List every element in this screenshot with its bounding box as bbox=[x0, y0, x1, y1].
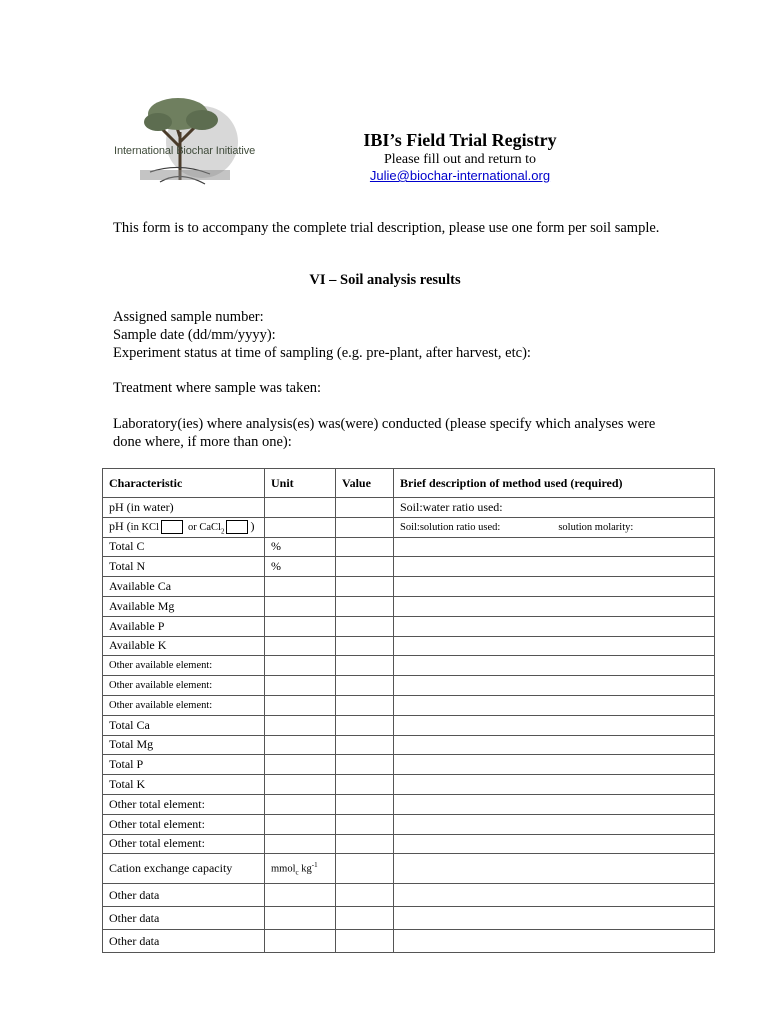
value-cell[interactable] bbox=[336, 517, 394, 537]
field-sample-number: Assigned sample number: bbox=[113, 309, 264, 325]
characteristic-cell: Other available element: bbox=[103, 656, 265, 676]
characteristic-cell: Other total element: bbox=[103, 814, 265, 834]
characteristic-cell: Total N bbox=[103, 557, 265, 577]
characteristic-cell: Total Ca bbox=[103, 715, 265, 735]
characteristic-cell: Total Mg bbox=[103, 735, 265, 755]
unit-cell[interactable] bbox=[265, 656, 336, 676]
table-row bbox=[103, 695, 715, 715]
logo-text: International Biochar Initiative bbox=[114, 145, 256, 157]
ibi-logo bbox=[110, 92, 260, 192]
method-cell[interactable] bbox=[394, 884, 715, 907]
table-row bbox=[103, 596, 715, 616]
unit-cell[interactable]: % bbox=[265, 557, 336, 577]
value-cell[interactable] bbox=[336, 557, 394, 577]
value-cell[interactable] bbox=[336, 577, 394, 597]
method-cell[interactable] bbox=[394, 577, 715, 597]
characteristic-cell: Other data bbox=[103, 884, 265, 907]
unit-cell[interactable] bbox=[265, 498, 336, 518]
method-cell[interactable] bbox=[394, 854, 715, 884]
subtitle: Please fill out and return to bbox=[383, 152, 537, 167]
characteristic-cell: Cation exchange capacity bbox=[103, 854, 265, 884]
email-link[interactable]: Julie@biochar-international.org bbox=[369, 168, 551, 183]
method-cell[interactable] bbox=[394, 755, 715, 775]
value-cell[interactable] bbox=[336, 814, 394, 834]
value-cell[interactable] bbox=[336, 498, 394, 518]
unit-cell[interactable] bbox=[265, 695, 336, 715]
field-experiment-status: Experiment status at time of sampling (e.g. pre-plant, after harvest, etc): bbox=[113, 345, 531, 361]
intro-text: This form is to accompany the complete trial description, please use one form per soil sample. bbox=[113, 220, 660, 236]
kcl-checkbox[interactable] bbox=[161, 520, 183, 534]
header-unit: Unit bbox=[265, 469, 336, 498]
characteristic-cell: pH (in KCl or CaCl$_2$ ) bbox=[103, 517, 265, 537]
unit-cell[interactable] bbox=[265, 907, 336, 930]
characteristic-cell: Other data bbox=[103, 907, 265, 930]
cacl2-checkbox[interactable] bbox=[226, 520, 248, 534]
method-cell[interactable] bbox=[394, 715, 715, 735]
unit-cell[interactable] bbox=[265, 636, 336, 656]
table-row-ph-salt bbox=[103, 517, 715, 537]
soil-analysis-table bbox=[102, 468, 715, 953]
method-cell[interactable] bbox=[394, 775, 715, 795]
value-cell[interactable] bbox=[336, 884, 394, 907]
characteristic-cell: Other total element: bbox=[103, 834, 265, 854]
value-cell[interactable] bbox=[336, 907, 394, 930]
header-method: Brief description of method used (required) bbox=[394, 469, 715, 498]
unit-cell[interactable] bbox=[265, 715, 336, 735]
table-row bbox=[103, 616, 715, 636]
table-row bbox=[103, 557, 715, 577]
table-row bbox=[103, 775, 715, 795]
method-cell[interactable] bbox=[394, 636, 715, 656]
table-row bbox=[103, 715, 715, 735]
unit-cell[interactable]: mmol$_c$ $kg^{-1}$ bbox=[265, 854, 336, 884]
method-cell[interactable]: Soil:water ratio used: bbox=[394, 498, 715, 518]
value-cell[interactable] bbox=[336, 636, 394, 656]
header-value: Value bbox=[336, 469, 394, 498]
unit-cell[interactable] bbox=[265, 596, 336, 616]
value-cell[interactable] bbox=[336, 715, 394, 735]
method-cell[interactable] bbox=[394, 735, 715, 755]
unit-cell[interactable] bbox=[265, 834, 336, 854]
method-cell[interactable] bbox=[394, 907, 715, 930]
unit-cell[interactable] bbox=[265, 616, 336, 636]
method-cell[interactable]: Soil:solution ratio used: solution molarity: bbox=[394, 517, 715, 537]
value-cell[interactable] bbox=[336, 676, 394, 696]
page-title: IBI’s Field Trial Registry bbox=[363, 130, 557, 150]
unit-cell[interactable] bbox=[265, 755, 336, 775]
value-cell[interactable] bbox=[336, 735, 394, 755]
field-treatment: Treatment where sample was taken: bbox=[113, 380, 322, 396]
value-cell[interactable] bbox=[336, 794, 394, 814]
unit-cell[interactable] bbox=[265, 676, 336, 696]
table-row-other-data bbox=[103, 907, 715, 930]
method-cell[interactable] bbox=[394, 656, 715, 676]
table-row bbox=[103, 735, 715, 755]
table-row-cec bbox=[103, 854, 715, 884]
value-cell[interactable] bbox=[336, 537, 394, 557]
characteristic-cell: Available K bbox=[103, 636, 265, 656]
table-row bbox=[103, 537, 715, 557]
table-row-ph-water bbox=[103, 498, 715, 518]
method-cell[interactable] bbox=[394, 596, 715, 616]
characteristic-cell: Total P bbox=[103, 755, 265, 775]
table-row-other-data bbox=[103, 930, 715, 953]
method-cell[interactable] bbox=[394, 676, 715, 696]
value-cell[interactable] bbox=[336, 834, 394, 854]
header-characteristic: Characteristic bbox=[103, 469, 265, 498]
table-row bbox=[103, 577, 715, 597]
characteristic-cell: pH (in water) bbox=[103, 498, 265, 518]
unit-cell[interactable] bbox=[265, 775, 336, 795]
section-title: VI – Soil analysis results bbox=[309, 272, 461, 288]
method-cell[interactable] bbox=[394, 814, 715, 834]
value-cell[interactable] bbox=[336, 695, 394, 715]
method-cell[interactable] bbox=[394, 794, 715, 814]
value-cell[interactable] bbox=[336, 930, 394, 953]
method-cell[interactable] bbox=[394, 537, 715, 557]
characteristic-cell: Available Mg bbox=[103, 596, 265, 616]
method-cell[interactable] bbox=[394, 834, 715, 854]
characteristic-cell: Other total element: bbox=[103, 794, 265, 814]
table-row bbox=[103, 636, 715, 656]
characteristic-cell: Other available element: bbox=[103, 695, 265, 715]
characteristic-cell: Total C bbox=[103, 537, 265, 557]
method-cell[interactable] bbox=[394, 616, 715, 636]
field-sample-date: Sample date (dd/mm/yyyy): bbox=[113, 327, 276, 343]
table-row bbox=[103, 755, 715, 775]
unit-cell[interactable] bbox=[265, 517, 336, 537]
table-row bbox=[103, 814, 715, 834]
characteristic-cell: Other available element: bbox=[103, 676, 265, 696]
table-header-row bbox=[103, 469, 715, 498]
unit-cell[interactable]: % bbox=[265, 537, 336, 557]
table-row bbox=[103, 794, 715, 814]
unit-cell[interactable] bbox=[265, 930, 336, 953]
method-cell[interactable] bbox=[394, 557, 715, 577]
unit-cell[interactable] bbox=[265, 814, 336, 834]
unit-cell[interactable] bbox=[265, 577, 336, 597]
value-cell[interactable] bbox=[336, 616, 394, 636]
table-row bbox=[103, 676, 715, 696]
table-row-other-data bbox=[103, 884, 715, 907]
unit-cell[interactable] bbox=[265, 884, 336, 907]
unit-cell[interactable] bbox=[265, 735, 336, 755]
value-cell[interactable] bbox=[336, 854, 394, 884]
value-cell[interactable] bbox=[336, 755, 394, 775]
table-row bbox=[103, 656, 715, 676]
value-cell[interactable] bbox=[336, 656, 394, 676]
characteristic-cell: Available Ca bbox=[103, 577, 265, 597]
unit-cell[interactable] bbox=[265, 794, 336, 814]
method-cell[interactable] bbox=[394, 695, 715, 715]
value-cell[interactable] bbox=[336, 775, 394, 795]
method-cell[interactable] bbox=[394, 930, 715, 953]
characteristic-cell: Other data bbox=[103, 930, 265, 953]
characteristic-cell: Total K bbox=[103, 775, 265, 795]
table-row bbox=[103, 834, 715, 854]
characteristic-cell: Available P bbox=[103, 616, 265, 636]
field-laboratory: Laboratory(ies) where analysis(es) was(were) conducted (please specify which analyses were done where, if more than one): bbox=[113, 416, 656, 450]
value-cell[interactable] bbox=[336, 596, 394, 616]
